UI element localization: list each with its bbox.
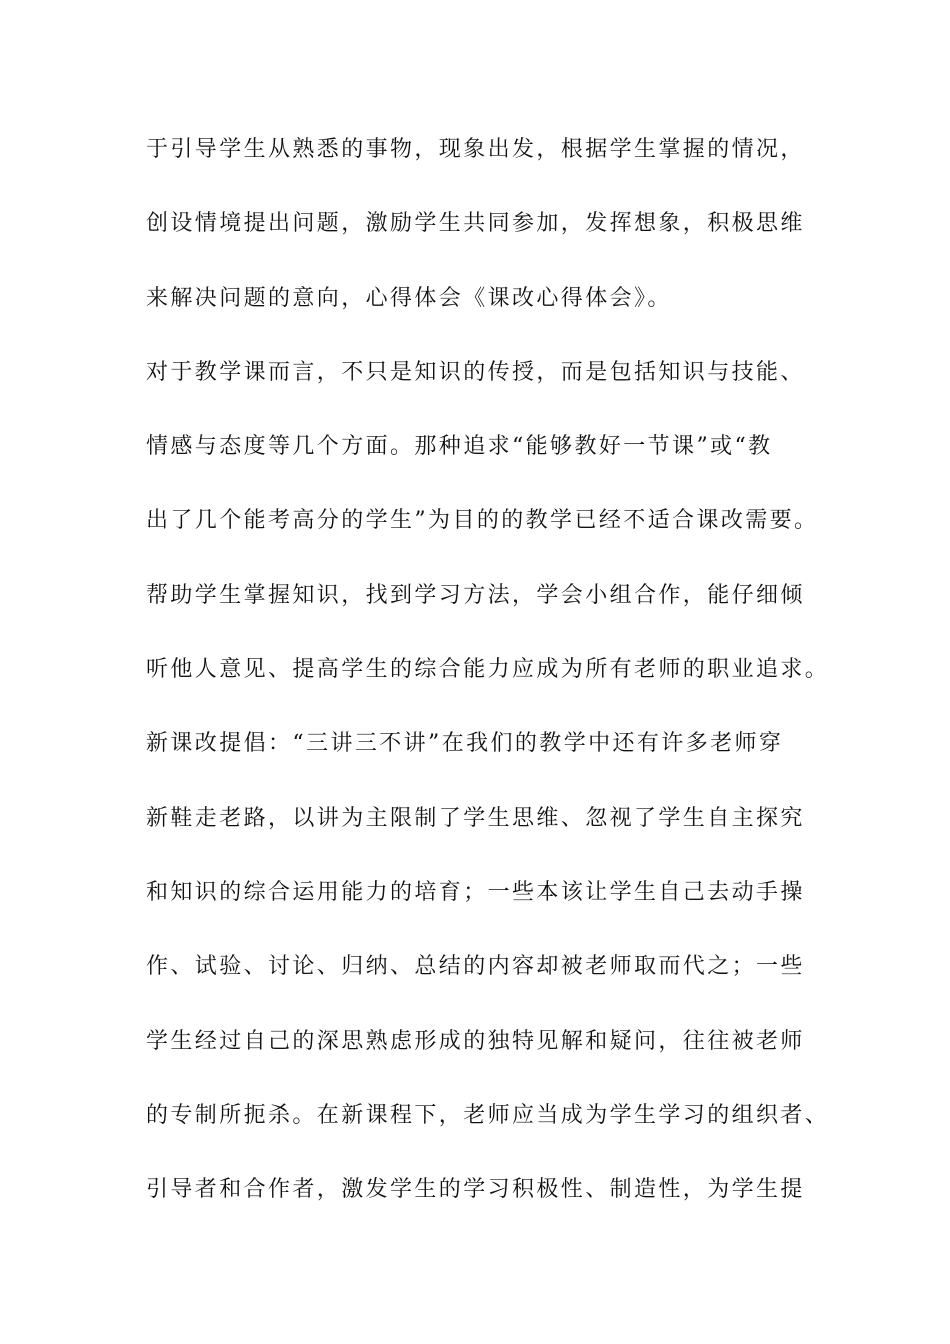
text-line: 于引导学生从熟悉的事物，现象出发，根据学生掌握的情况， — [146, 137, 805, 162]
text-line: 和知识的综合运用能力的培育；一些本该让学生自己去动手操 — [146, 879, 805, 905]
body-text — [146, 128, 830, 1242]
text-line: 的专制所扼杀。在新课程下，老师应当成为学生学习的组织者、 — [146, 1102, 830, 1128]
text-line: 出了几个能考高分的学生”为目的的教学已经不适合课改需要。 — [146, 508, 819, 534]
text-line: 创设情境提出问题，激励学生共同参加，发挥想象，积极思维 — [146, 211, 805, 237]
text-line: 作、试验、讨论、归纳、总结的内容却被老师取而代之；一些 — [146, 954, 805, 980]
text-line: 对于教学课而言，不只是知识的传授，而是包括知识与技能、 — [146, 359, 805, 385]
text-line: 情感与态度等几个方面。那种追求“能够教好一节课”或“教 — [146, 434, 773, 460]
text-line: 新鞋走老路，以讲为主限制了学生思维、忽视了学生自主探究 — [146, 805, 805, 831]
text-line: 学生经过自己的深思熟虑形成的独特见解和疑问，往往被老师 — [146, 1028, 805, 1054]
text-line: 新课改提倡：“三讲三不讲”在我们的教学中还有许多老师穿 — [146, 731, 784, 757]
text-line: 引导者和合作者，激发学生的学习积极性、制造性，为学生提 — [146, 1177, 805, 1203]
text-line: 帮助学生掌握知识，找到学习方法，学会小组合作，能仔细倾 — [146, 582, 805, 608]
text-line: 听他人意见、提高学生的综合能力应成为所有老师的职业追求。 — [146, 657, 830, 683]
text-line: 来解决问题的意向，心得体会《课改心得体会》。 — [146, 285, 672, 311]
